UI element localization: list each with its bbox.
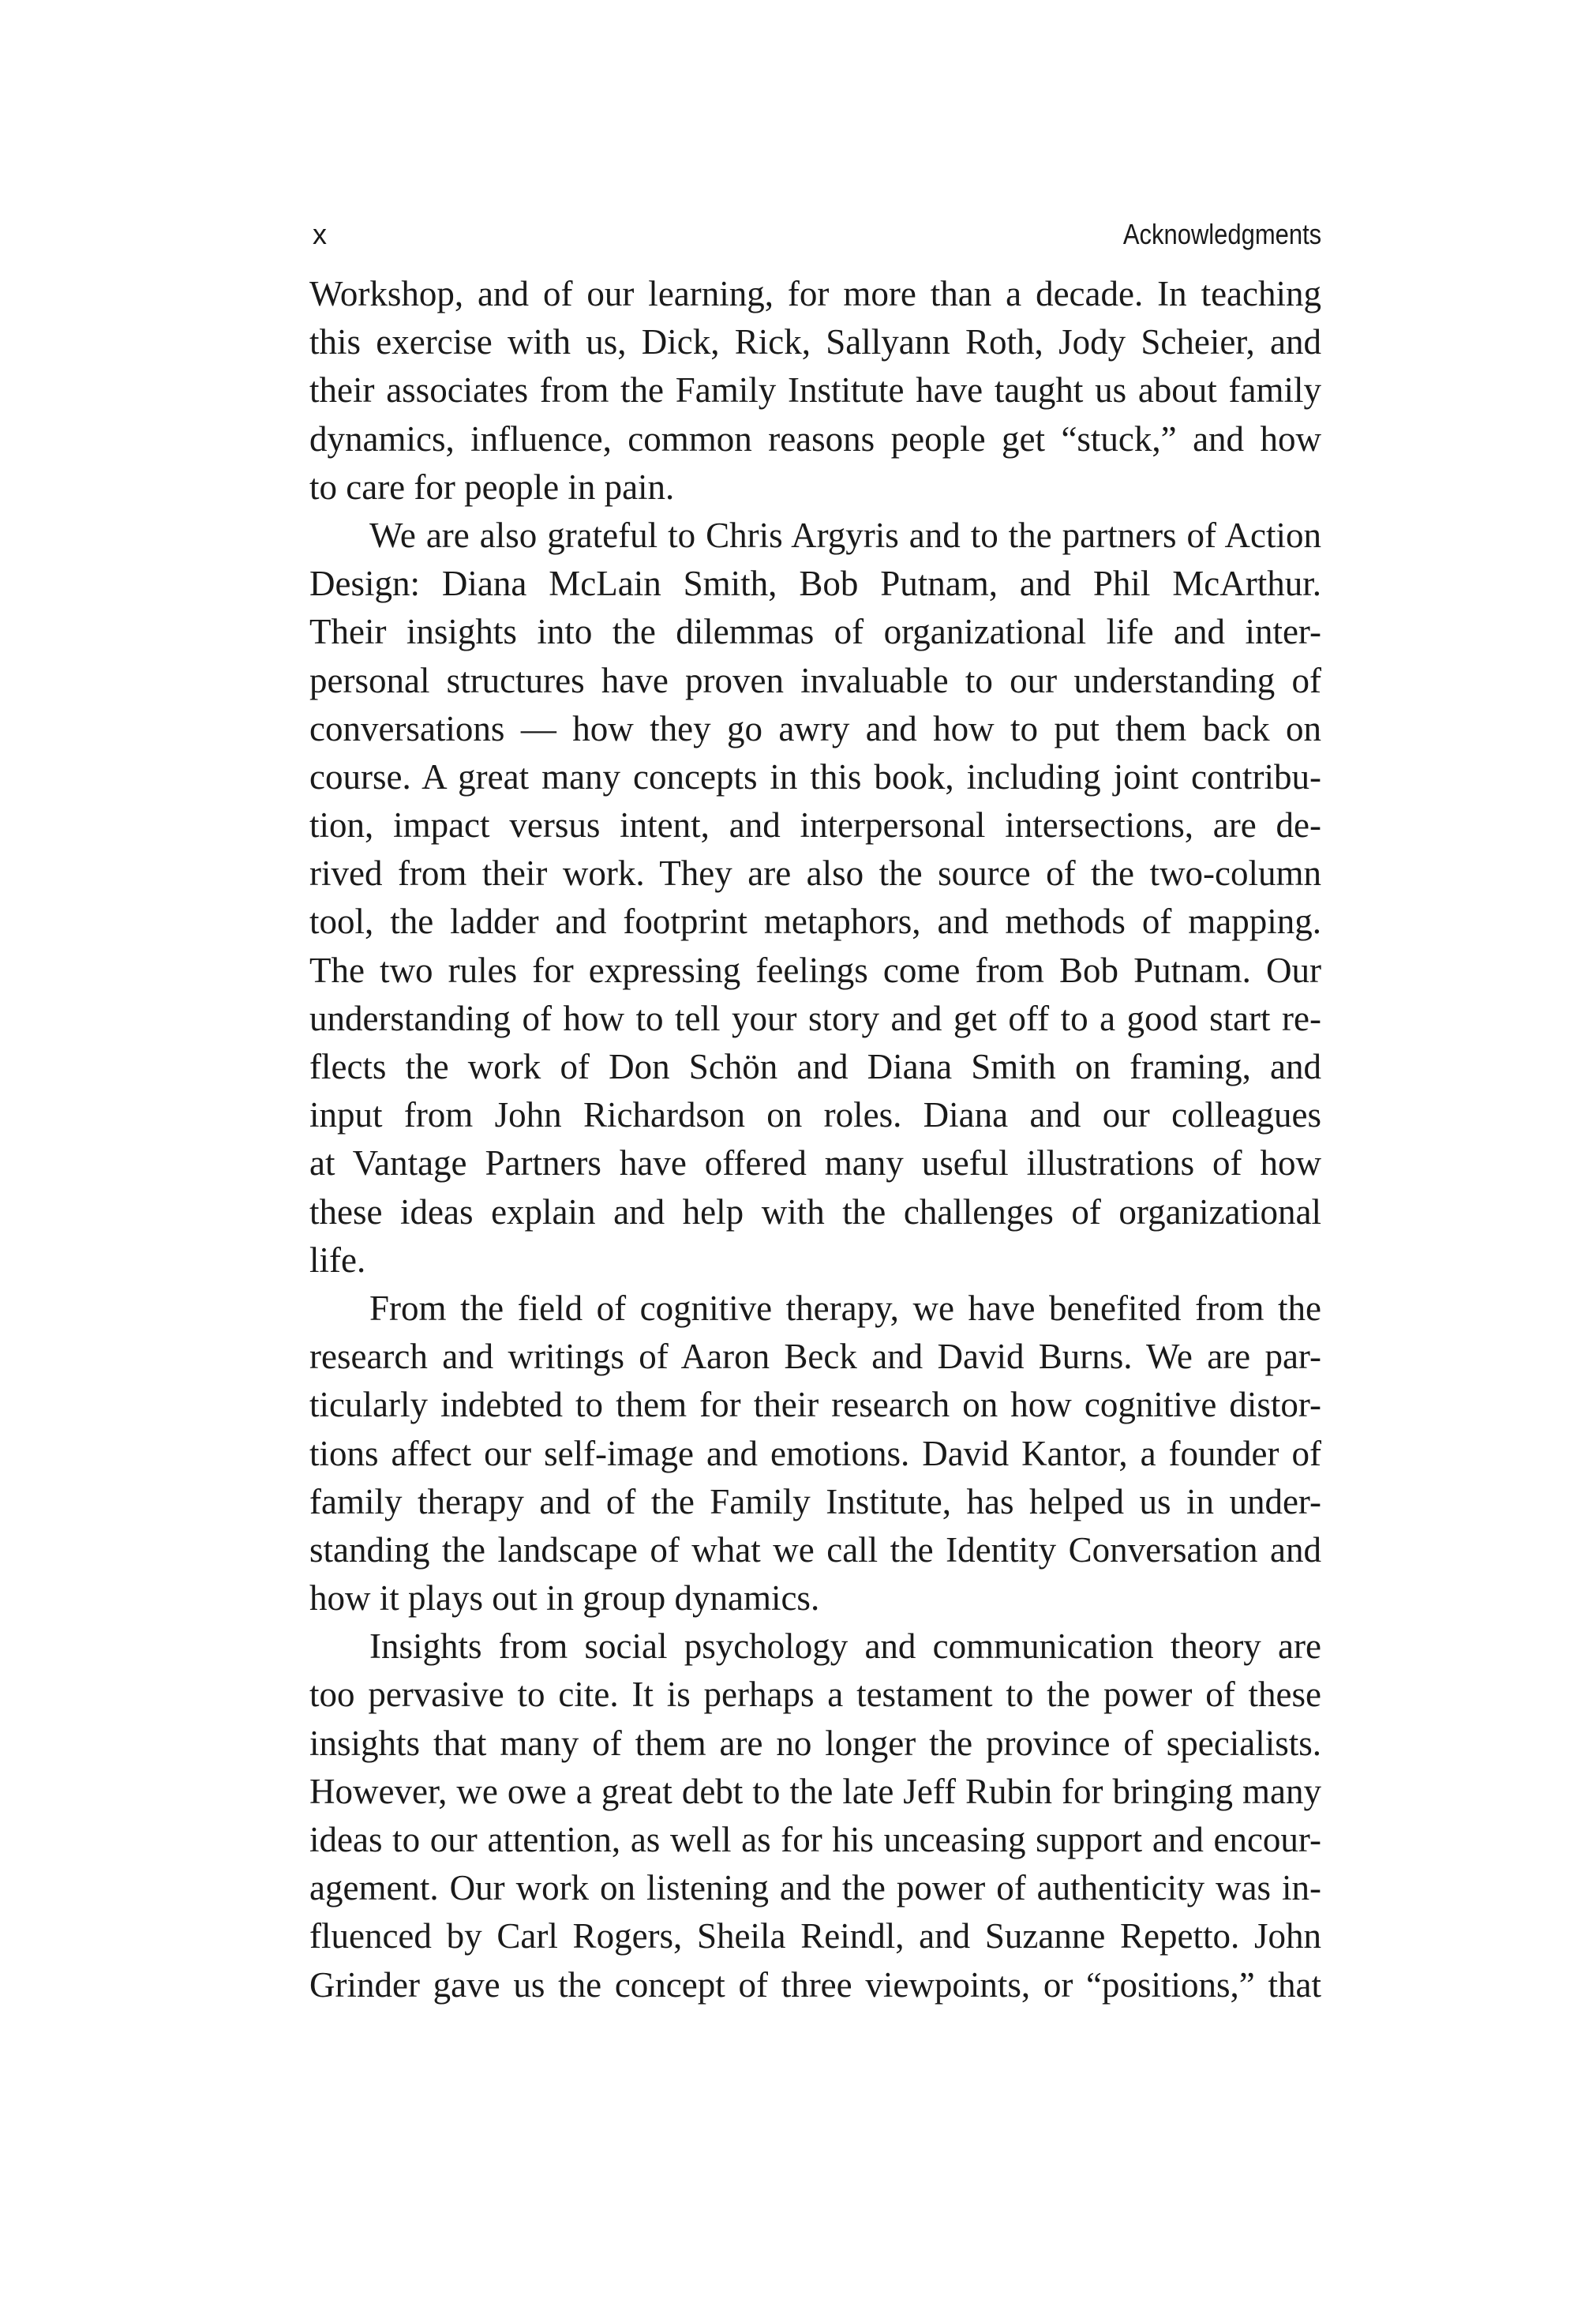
text-line: The two rules for expressing feelings come from Bob Putnam. Our: [309, 950, 1321, 990]
page-number: x: [313, 218, 327, 250]
text-line: how it plays out in group dynamics.: [309, 1578, 820, 1619]
paragraph-first-line: We are also grateful to Chris Argyris and to the partners of Action: [369, 515, 1321, 555]
text-line: course. A great many concepts in this book, including joint contribu-: [309, 756, 1321, 797]
text-line: this exercise with us, Dick, Rick, Sallyann Roth, Jody Scheier, and: [309, 322, 1321, 362]
text-line: fluenced by Carl Rogers, Sheila Reindl, and Suzanne Repetto. John: [309, 1916, 1321, 1956]
text-line: However, we owe a great debt to the late Jeff Rubin for bringing many: [309, 1771, 1321, 1811]
text-line: tions affect our self-image and emotions. David Kantor, a founder of: [309, 1433, 1321, 1473]
running-head-title: Acknowledgments: [1122, 218, 1321, 250]
text-line: Workshop, and of our learning, for more than a decade. In teaching: [309, 274, 1321, 313]
text-line: standing the landscape of what we call the Identity Conversation and: [309, 1529, 1321, 1570]
text-line: insights that many of them are no longer the province of specialists.: [309, 1723, 1321, 1763]
text-line: flects the work of Don Schön and Diana Smith on framing, and: [309, 1047, 1321, 1086]
text-line: to care for people in pain.: [309, 467, 675, 507]
text-line: family therapy and of the Family Institute, has helped us in under-: [309, 1481, 1321, 1521]
text-line: conversations — how they go awry and how to put them back on: [309, 708, 1321, 748]
book-page: [309, 212, 1321, 2009]
text-line: Design: Diana McLain Smith, Bob Putnam, and Phil McArthur.: [309, 564, 1321, 604]
text-line: rived from their work. They are also the source of the two-column: [309, 853, 1321, 894]
paragraph-first-line: Insights from social psychology and communication theory are: [369, 1626, 1321, 1667]
text-line: ideas to our attention, as well as for his unceasing support and encour-: [309, 1820, 1321, 1859]
text-line: tool, the ladder and footprint metaphors, and methods of mapping.: [309, 902, 1321, 942]
text-line: Grinder gave us the concept of three viewpoints, or “positions,” that: [309, 1964, 1321, 2005]
text-line: ticularly indebted to them for their research on how cognitive distor-: [309, 1385, 1321, 1425]
text-line: input from John Richardson on roles. Diana and our colleagues: [309, 1095, 1321, 1135]
text-line: understanding of how to tell your story and get off to a good start re-: [309, 998, 1321, 1038]
text-line: their associates from the Family Institute have taught us about family: [309, 370, 1321, 411]
text-line: tion, impact versus intent, and interpersonal intersections, are de-: [309, 805, 1321, 846]
paragraph-first-line: From the field of cognitive therapy, we have benefited from the: [369, 1288, 1321, 1328]
text-line: these ideas explain and help with the challenges of organizational: [309, 1191, 1321, 1232]
text-line: dynamics, influence, common reasons people get “stuck,” and how: [309, 418, 1321, 459]
running-head: [309, 212, 1321, 259]
text-line: at Vantage Partners have offered many useful illustrations of how: [309, 1143, 1321, 1184]
text-line: Their insights into the dilemmas of organizational life and inter-: [309, 612, 1321, 652]
text-line: research and writings of Aaron Beck and David Burns. We are par-: [309, 1337, 1321, 1377]
text-line: personal structures have proven invaluable to our understanding of: [309, 660, 1321, 700]
text-line: life.: [309, 1240, 366, 1280]
text-line: too pervasive to cite. It is perhaps a testament to the power of these: [309, 1675, 1321, 1715]
body-text: [309, 270, 1321, 2009]
text-line: agement. Our work on listening and the power of authenticity was in-: [309, 1868, 1321, 1908]
